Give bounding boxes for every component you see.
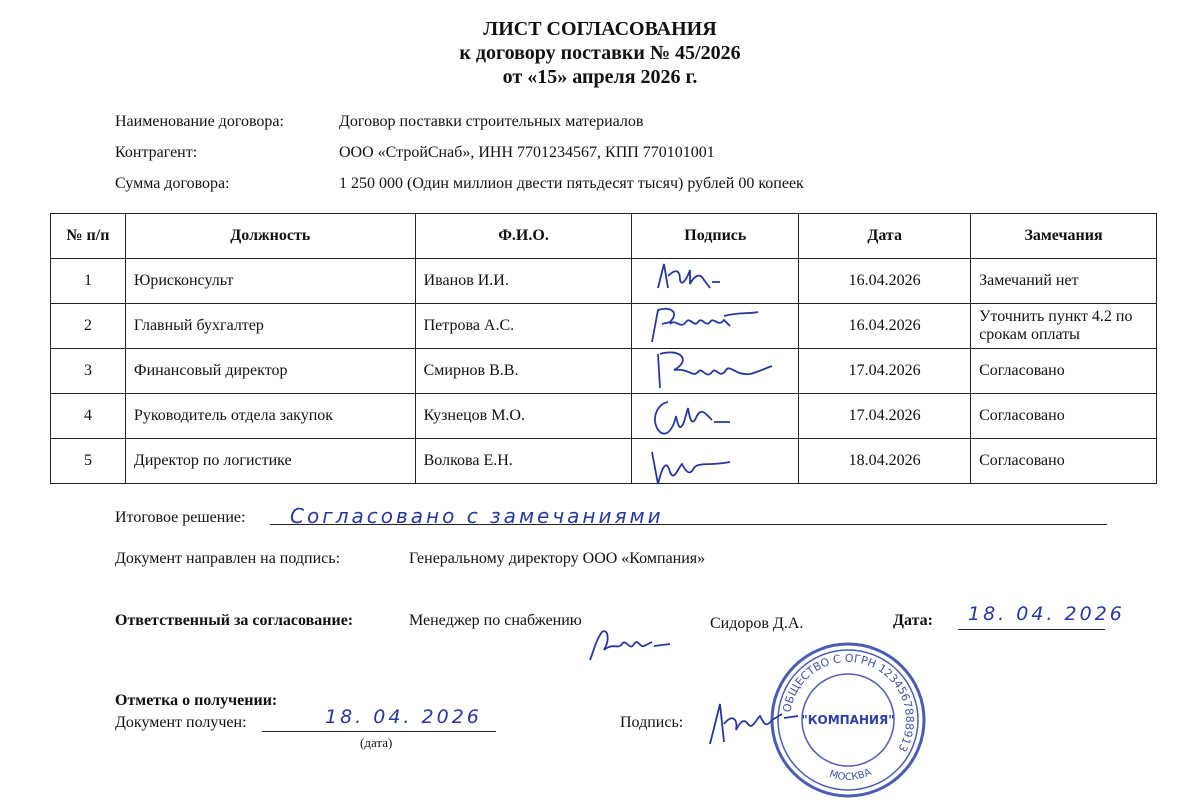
contract-name-label: Наименование договора:	[115, 113, 284, 130]
doc-subtitle: к договору поставки № 45/2026	[459, 42, 741, 64]
contract-sum-label: Сумма договора:	[115, 175, 230, 192]
col-header-number: № п/п	[51, 214, 126, 259]
row-remark: Уточнить пункт 4.2 по срокам оплаты	[971, 304, 1157, 349]
responsible-date-label: Дата:	[893, 612, 933, 629]
row-position: Руководитель отдела закупок	[125, 394, 415, 439]
row-date: 16.04.2026	[799, 304, 971, 349]
col-header-position: Должность	[125, 214, 415, 259]
receipt-title: Отметка о получении:	[115, 692, 278, 709]
company-stamp	[768, 640, 928, 800]
responsible-date-line	[958, 629, 1105, 630]
counterparty-label: Контрагент:	[115, 144, 198, 161]
row-name: Смирнов В.В.	[415, 349, 632, 394]
row-remark: Согласовано	[971, 439, 1157, 484]
receipt-signature-label: Подпись:	[620, 714, 684, 731]
contract-name-value: Договор поставки строительных материалов	[339, 113, 644, 130]
table-row	[51, 439, 1157, 484]
decision-label: Итоговое решение:	[115, 509, 246, 526]
responsible-name: Сидоров Д.А.	[710, 615, 804, 632]
signature-kuznetsov	[640, 392, 740, 444]
table-header-row	[51, 214, 1157, 259]
stamp-center: "КОМПАНИЯ"	[801, 713, 895, 727]
receipt-date-value: 18. 04. 2026	[325, 706, 482, 728]
row-name: Кузнецов М.О.	[415, 394, 632, 439]
counterparty-value: ООО «СтройСнаб», ИНН 7701234567, КПП 770101001	[339, 144, 715, 161]
responsible-label: Ответственный за согласование:	[115, 612, 354, 629]
signature-ivanov	[650, 258, 760, 298]
signature-volkova	[640, 442, 740, 490]
row-remark: Согласовано	[971, 349, 1157, 394]
stamp-city: МОСКВА	[828, 766, 874, 784]
row-position: Юрисконсульт	[125, 259, 415, 304]
col-header-name: Ф.И.О.	[415, 214, 632, 259]
contract-sum-value: 1 250 000 (Один миллион двести пятьдесят тысяч) рублей 00 копеек	[339, 175, 804, 192]
table-row	[51, 394, 1157, 439]
signature-sidorov	[580, 620, 680, 670]
approval-table	[50, 213, 1157, 484]
row-position: Финансовый директор	[125, 349, 415, 394]
stamp-ring-text: ОБЩЕСТВО С ОГРН 1234567888913	[780, 651, 917, 754]
row-number: 3	[51, 349, 126, 394]
row-position: Главный бухгалтер	[125, 304, 415, 349]
col-header-signature: Подпись	[632, 214, 799, 259]
row-number: 2	[51, 304, 126, 349]
row-date: 16.04.2026	[799, 259, 971, 304]
row-name: Петрова А.С.	[415, 304, 632, 349]
signature-petrova	[640, 302, 770, 346]
decision-value: Согласовано с замечаниями	[290, 504, 664, 528]
col-header-date: Дата	[799, 214, 971, 259]
table-row	[51, 349, 1157, 394]
doc-date-line: от «15» апреля 2026 г.	[502, 66, 698, 88]
sent-value: Генеральному директору ООО «Компания»	[409, 550, 706, 567]
row-remark: Замечаний нет	[971, 259, 1157, 304]
row-date: 17.04.2026	[799, 349, 971, 394]
row-number: 4	[51, 394, 126, 439]
table-row	[51, 304, 1157, 349]
doc-title: ЛИСТ СОГЛАСОВАНИЯ	[483, 18, 717, 40]
row-date: 17.04.2026	[799, 394, 971, 439]
table-row	[51, 259, 1157, 304]
col-header-remarks: Замечания	[971, 214, 1157, 259]
row-name: Волкова Е.Н.	[415, 439, 632, 484]
row-name: Иванов И.И.	[415, 259, 632, 304]
sent-label: Документ направлен на подпись:	[115, 550, 341, 567]
row-number: 1	[51, 259, 126, 304]
receipt-date-line	[262, 731, 496, 732]
responsible-role: Менеджер по снабжению	[409, 612, 582, 629]
row-position: Директор по логистике	[125, 439, 415, 484]
row-date: 18.04.2026	[799, 439, 971, 484]
row-number: 5	[51, 439, 126, 484]
signature-smirnov	[640, 346, 780, 392]
row-remark: Согласовано	[971, 394, 1157, 439]
responsible-date-value: 18. 04. 2026	[968, 603, 1125, 625]
receipt-date-caption: (дата)	[360, 735, 393, 750]
receipt-label: Документ получен:	[115, 714, 247, 731]
